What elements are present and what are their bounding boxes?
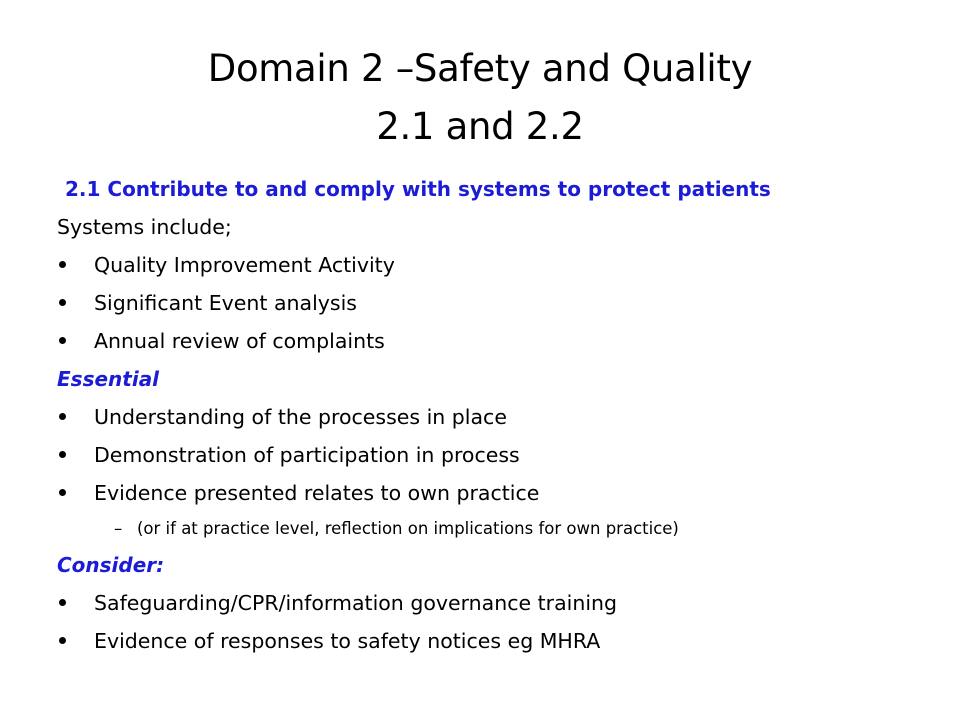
- bullet-icon: [59, 489, 66, 496]
- systems-list: [57, 246, 937, 360]
- list-item: [57, 622, 937, 660]
- bullet-icon: [59, 261, 66, 268]
- list-item-text: Demonstration of participation in process: [94, 443, 520, 467]
- bullet-icon: [59, 413, 66, 420]
- list-item: [57, 436, 937, 474]
- list-item: [57, 246, 937, 284]
- systems-intro: Systems include;: [57, 215, 232, 239]
- slide-body: [57, 170, 937, 660]
- sub-point-text: (or if at practice level, reflection on implications for own practice): [137, 519, 679, 538]
- list-item-text: Quality Improvement Activity: [94, 253, 395, 277]
- consider-label: Consider:: [57, 553, 165, 577]
- section-heading: 2.1 Contribute to and comply with systems to protect patients: [65, 177, 771, 201]
- sub-point: [57, 512, 937, 546]
- bullet-icon: [59, 299, 66, 306]
- list-item-text: Evidence presented relates to own practice: [94, 481, 540, 505]
- list-item-text: Safeguarding/CPR/information governance training: [94, 591, 618, 615]
- list-item-text: Annual review of complaints: [94, 329, 385, 353]
- bullet-icon: [59, 451, 66, 458]
- list-item: [57, 284, 937, 322]
- bullet-icon: [59, 337, 66, 344]
- list-item: [57, 474, 937, 512]
- list-item: [57, 584, 937, 622]
- list-item-text: Significant Event analysis: [94, 291, 357, 315]
- list-item-text: Understanding of the processes in place: [94, 405, 507, 429]
- title-line-1: Domain 2 –Safety and Quality: [207, 47, 753, 90]
- list-item-text: Evidence of responses to safety notices eg MHRA: [94, 629, 601, 653]
- essential-label: Essential: [57, 367, 160, 391]
- title-line-2: 2.1 and 2.2: [376, 105, 584, 148]
- consider-list: [57, 584, 937, 660]
- bullet-icon: [59, 637, 66, 644]
- bullet-icon: [59, 599, 66, 606]
- essential-list: [57, 398, 937, 512]
- dash-icon: –: [114, 519, 123, 538]
- list-item: [57, 398, 937, 436]
- slide-title: [0, 40, 960, 156]
- list-item: [57, 322, 937, 360]
